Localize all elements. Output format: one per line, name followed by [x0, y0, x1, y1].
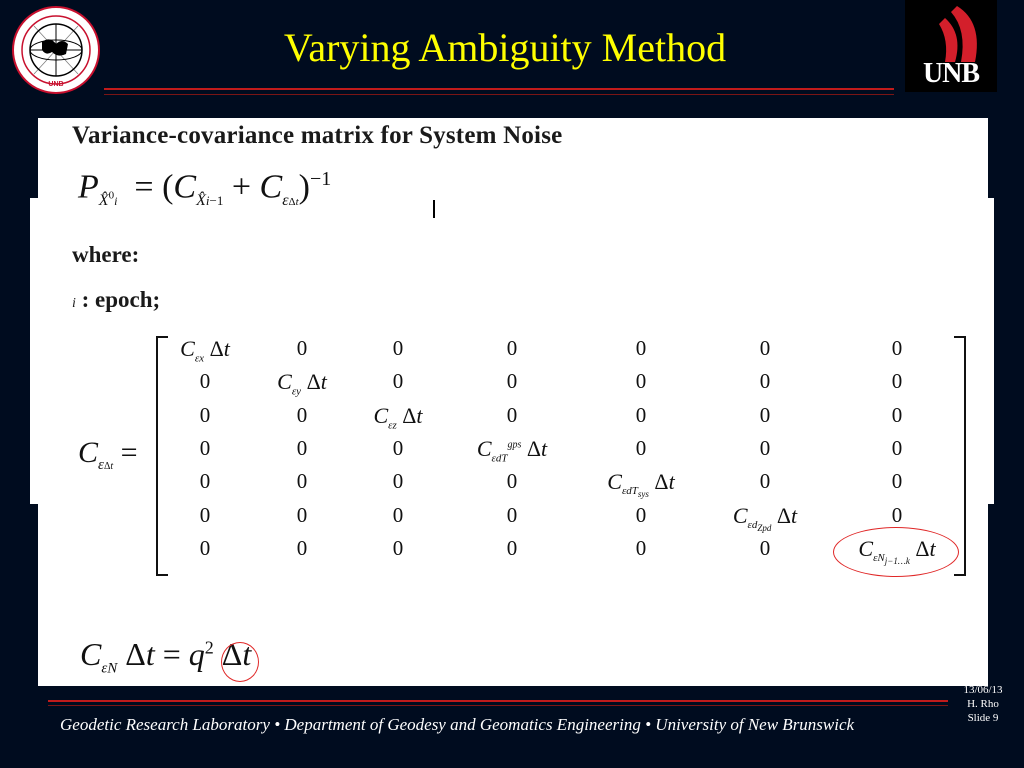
matrix-cell-1-3: 0	[392, 336, 404, 360]
matrix-cell-7-2: 0	[296, 536, 308, 560]
matrix-cell-4-3: 0	[392, 436, 404, 460]
matrix-cell-7-1: 0	[199, 536, 211, 560]
footer-separator: •	[274, 715, 281, 734]
slide-footer	[60, 715, 854, 735]
matrix-cell-6-1: 0	[199, 503, 211, 527]
footer-lab: Geodetic Research Laboratory	[60, 715, 270, 734]
footer-separator: •	[645, 715, 652, 734]
epoch-definition	[72, 287, 160, 313]
matrix-cell-2-4: 0	[506, 369, 518, 393]
footer-divider	[48, 700, 948, 706]
matrix-cell-2-3: 0	[392, 369, 404, 393]
matrix-cell-5-4: 0	[506, 469, 518, 493]
matrix-cell-6-2: 0	[296, 503, 308, 527]
matrix-cell-6-4: 0	[506, 503, 518, 527]
matrix-cell-2-7: 0	[891, 369, 903, 393]
matrix-cell-3-4: 0	[506, 403, 518, 427]
matrix-cell-4-2: 0	[296, 436, 308, 460]
matrix-cell-7-6: 0	[759, 536, 771, 560]
where-label: where:	[72, 242, 140, 267]
matrix-cell-7-3: 0	[392, 536, 404, 560]
epoch-symbol: i	[72, 296, 76, 311]
matrix-cell-6-5: 0	[635, 503, 647, 527]
matrix-right-bracket	[954, 336, 966, 576]
matrix-cell-7-7: $C_{\varepsilon N_{j-1\dots k}}$ Δt	[858, 536, 936, 567]
svg-text:UNB: UNB	[48, 81, 64, 88]
matrix-cell-1-5: 0	[635, 336, 647, 360]
slide-number: Slide 9	[967, 712, 999, 724]
epoch-label: : epoch;	[81, 287, 161, 312]
matrix-cell-7-4: 0	[506, 536, 518, 560]
matrix-cell-6-3: 0	[392, 503, 404, 527]
slide-date: 13/06/13	[963, 684, 1003, 696]
matrix-cell-5-6: 0	[759, 469, 771, 493]
matrix-cell-3-1: 0	[199, 403, 211, 427]
matrix-cell-3-6: 0	[759, 403, 771, 427]
matrix-cell-4-7: 0	[891, 436, 903, 460]
matrix-cell-3-7: 0	[891, 403, 903, 427]
text-cursor	[433, 200, 435, 218]
matrix-cell-2-2: $C_{\varepsilon y}$ Δt	[277, 369, 327, 398]
matrix-left-bracket	[156, 336, 168, 576]
matrix-cell-1-4: 0	[506, 336, 518, 360]
title-divider	[104, 88, 894, 95]
footer-univ: University of New Brunswick	[655, 715, 855, 734]
slide-title: Varying Ambiguity Method	[283, 25, 727, 70]
slide-meta	[955, 683, 1011, 725]
matrix-cell-1-7: 0	[891, 336, 903, 360]
matrix-cell-4-6: 0	[759, 436, 771, 460]
section-heading: Variance-covariance matrix for System Noise	[72, 122, 563, 149]
matrix-cell-3-3: $C_{\varepsilon z}$ Δt	[373, 403, 423, 432]
matrix-cell-5-2: 0	[296, 469, 308, 493]
matrix-cell-5-5: $C_{\varepsilon dT_{sys}}$ Δt	[607, 469, 675, 500]
matrix-cell-4-4: $C_{\varepsilon dT}^{gps}$ Δt	[476, 436, 548, 465]
matrix-cell-4-5: 0	[635, 436, 647, 460]
matrix-cell-2-5: 0	[635, 369, 647, 393]
matrix-cell-1-2: 0	[296, 336, 308, 360]
matrix-cell-1-6: 0	[759, 336, 771, 360]
matrix-cell-2-1: 0	[199, 369, 211, 393]
footer-dept: Department of Geodesy and Geomatics Engineering	[284, 715, 641, 734]
precision-equation: $P_{X̂^0i} = (C_{X̂i-1} + C_{\varepsilon\Delta t})^{-1}$	[78, 168, 332, 210]
matrix-cell-5-1: 0	[199, 469, 211, 493]
unb-logo-text: UNB	[922, 58, 980, 89]
matrix-lhs: $C_{\varepsilon\Delta t}$ =	[78, 436, 138, 473]
matrix-cell-3-2: 0	[296, 403, 308, 427]
matrix-cell-2-6: 0	[759, 369, 771, 393]
ambiguity-noise-equation: $C_{\varepsilon N}$ $\Delta t = q^2$ Δt	[80, 636, 252, 677]
highlight-circle-ambiguity-term	[833, 527, 959, 577]
matrix-cell-3-5: 0	[635, 403, 647, 427]
matrix-cell-6-6: $C_{\varepsilon d_{Zpd}}$ Δt	[732, 503, 798, 534]
matrix-cell-1-1: $C_{\varepsilon x}$ Δt	[180, 336, 230, 365]
slide-author: H. Rho	[967, 698, 999, 710]
highlight-circle-q	[221, 642, 259, 682]
matrix-cell-4-1: 0	[199, 436, 211, 460]
matrix-cell-7-5: 0	[635, 536, 647, 560]
matrix-cell-5-7: 0	[891, 469, 903, 493]
matrix-cell-6-7: 0	[891, 503, 903, 527]
matrix-cell-5-3: 0	[392, 469, 404, 493]
